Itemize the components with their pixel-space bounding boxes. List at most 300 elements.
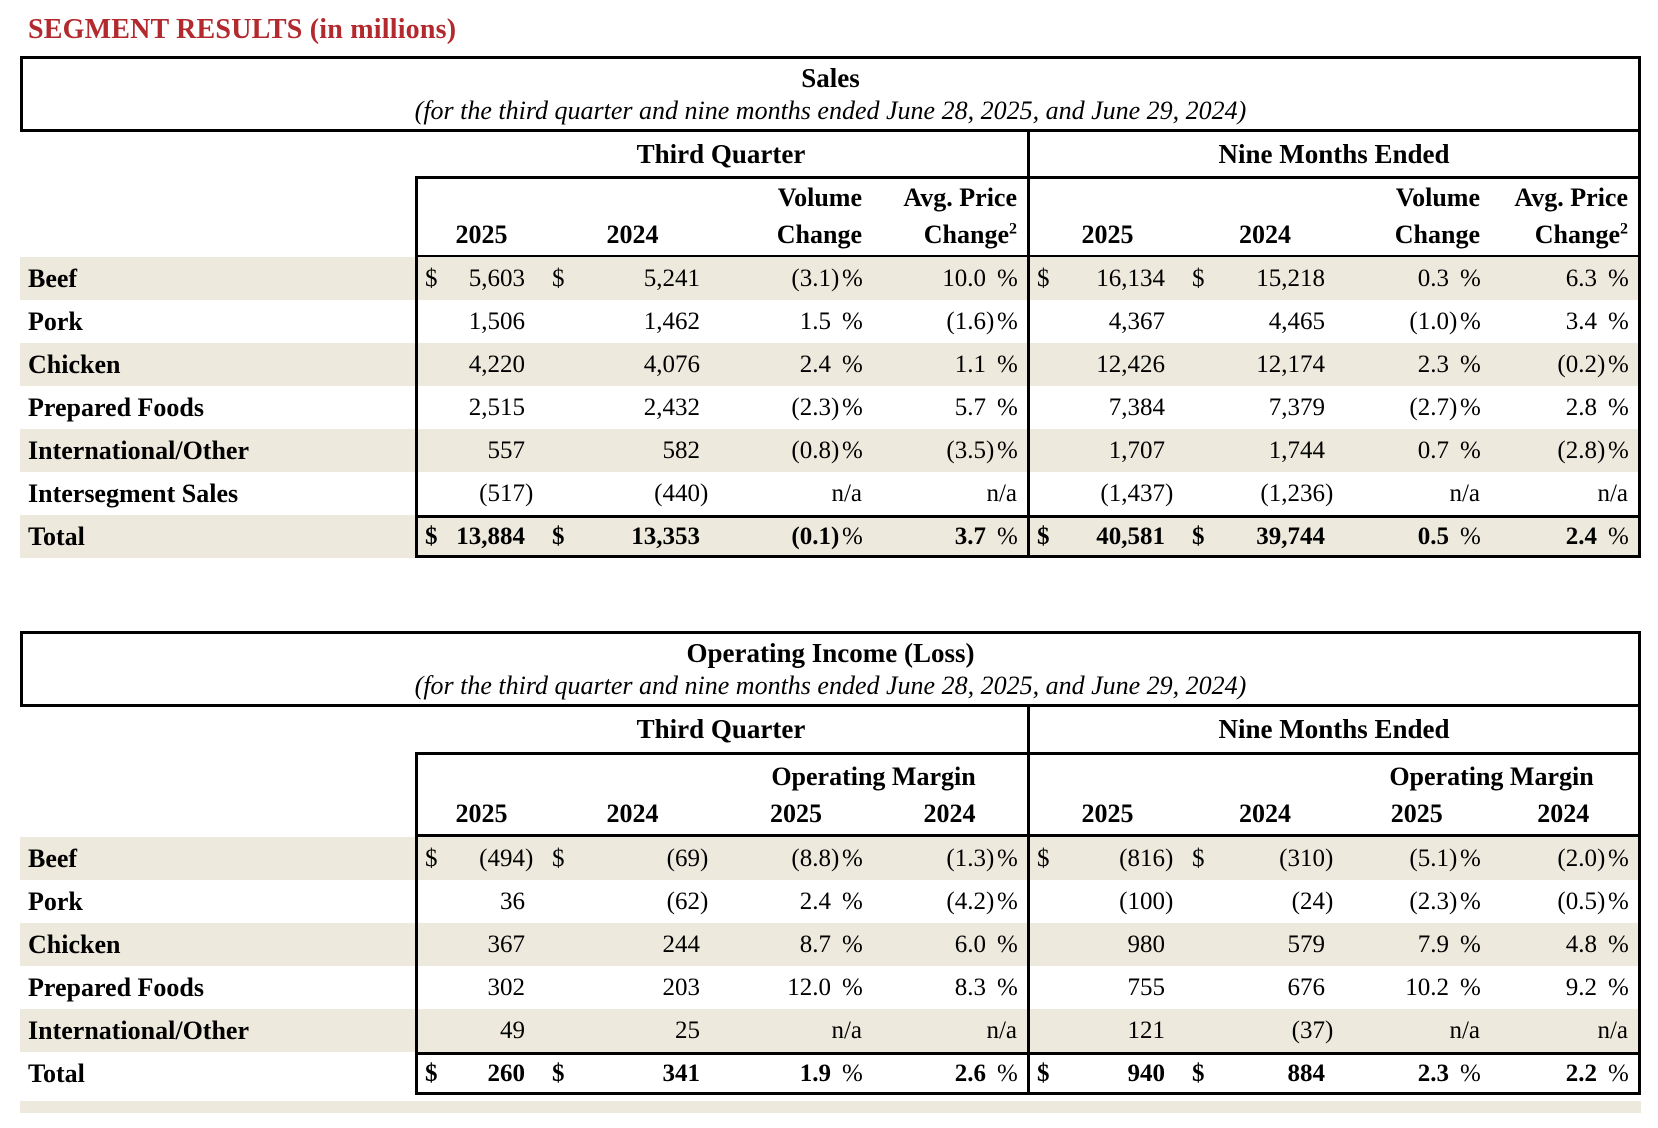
footnote-marker: 2	[1620, 220, 1628, 238]
percent-sign: %	[842, 393, 863, 421]
amount: 5,603	[468, 264, 525, 292]
nm-current-year-cell	[1027, 966, 1185, 1009]
amount: 582	[662, 436, 700, 464]
percent-sign: %	[997, 844, 1018, 872]
column-header-row	[20, 752, 1641, 837]
segment-row-beef	[20, 837, 1641, 880]
percent-sign: %	[1608, 307, 1629, 335]
percent-sign: %	[842, 350, 863, 378]
header-line: Change$^2$	[923, 220, 1017, 249]
amount: (1,236	[1260, 479, 1325, 507]
row-label-cell	[20, 880, 415, 923]
tq-prior-year-cell	[545, 472, 720, 515]
percent-value: (1.0	[1409, 307, 1449, 335]
nm-current-year-cell	[1027, 1009, 1185, 1052]
year-label: 2025	[455, 799, 508, 828]
percent-sign: %	[1460, 844, 1481, 872]
percent-value: 2.3	[1417, 350, 1449, 378]
tq-col3-cell	[720, 257, 872, 300]
row-label-cell	[20, 429, 415, 472]
paren: )	[831, 436, 840, 464]
year-label: 2024	[606, 799, 659, 828]
percent-value: 1.9	[799, 1059, 831, 1087]
tq-col4-cell	[872, 1009, 1027, 1052]
nm-col3-cell	[1345, 923, 1490, 966]
operating-income-table	[20, 631, 1641, 1095]
segment-row-chicken	[20, 923, 1641, 966]
nm-operating-margin-span	[1345, 752, 1641, 837]
amount: 676	[1287, 973, 1325, 1001]
paren: )	[700, 844, 709, 872]
paren: )	[1449, 844, 1458, 872]
avg-price-change-header	[872, 176, 1027, 258]
tq-col3-cell	[720, 472, 872, 515]
volume-change-header	[1345, 176, 1490, 258]
percent-value: 3.4	[1565, 307, 1597, 335]
paren: )	[986, 887, 995, 915]
percent-value: 10.2	[1405, 973, 1449, 1001]
paren: )	[1325, 887, 1334, 915]
paren: )	[1165, 844, 1174, 872]
amount: (24	[1291, 887, 1325, 915]
nm-current-year-cell	[1027, 300, 1185, 343]
spacer-cell	[20, 176, 415, 258]
third-quarter-header: Third Quarter	[636, 714, 806, 744]
column-header-year: 2024	[923, 799, 976, 828]
percent-value: 7.9	[1417, 930, 1449, 958]
percent-value: 2.8	[1565, 393, 1597, 421]
nm-col4-cell	[1490, 837, 1641, 880]
amount: 1,506	[468, 307, 525, 335]
nm-prior-year-cell	[1185, 343, 1345, 386]
nm-col4-cell	[1490, 966, 1641, 1009]
amount: 121	[1127, 1016, 1165, 1044]
amount: (494	[479, 844, 525, 872]
paren: )	[1325, 479, 1334, 507]
dollar-sign: $	[425, 264, 438, 292]
header-line: Change	[776, 220, 862, 249]
tq-current-year-cell	[415, 1052, 545, 1095]
not-applicable: n/a	[831, 479, 862, 507]
segment-row-prepared-foods	[20, 966, 1641, 1009]
percent-value: 2.4	[1565, 522, 1597, 550]
sales-title-box	[20, 56, 1641, 132]
amount: 4,220	[468, 350, 525, 378]
percent-value: (4.2	[946, 887, 986, 915]
tq-prior-year-cell	[545, 1052, 720, 1095]
tq-prior-year-cell	[545, 837, 720, 880]
row-label: Pork	[28, 306, 83, 336]
spacer-cell	[20, 132, 415, 176]
year-label: 2024	[1239, 220, 1291, 249]
nm-col3-cell	[1345, 257, 1490, 300]
percent-sign: %	[1608, 973, 1629, 1001]
percent-value: (3.1	[791, 264, 831, 292]
percent-sign: %	[997, 930, 1018, 958]
tq-current-year-cell	[415, 429, 545, 472]
paren: )	[1597, 887, 1606, 915]
nm-prior-year-cell	[1185, 880, 1345, 923]
percent-value: 4.8	[1565, 930, 1597, 958]
amount: 7,379	[1268, 393, 1325, 421]
amount: 341	[662, 1059, 700, 1087]
paren: )	[831, 522, 840, 550]
percent-sign: %	[842, 930, 863, 958]
segment-row-beef	[20, 257, 1641, 300]
percent-sign: %	[1460, 887, 1481, 915]
dollar-sign: $	[1037, 1059, 1050, 1087]
percent-sign: %	[842, 264, 863, 292]
percent-sign: %	[1608, 393, 1629, 421]
dollar-sign: $	[425, 522, 438, 550]
percent-sign: %	[1608, 1059, 1629, 1087]
tq-col3-cell	[720, 386, 872, 429]
column-header-year	[415, 176, 545, 258]
footnote-marker: 2	[1009, 220, 1017, 238]
tq-col4-cell	[872, 880, 1027, 923]
tq-col3-cell	[720, 880, 872, 923]
row-label-cell	[20, 837, 415, 880]
column-header-year	[1027, 176, 1185, 258]
row-label-cell	[20, 343, 415, 386]
percent-value: 6.0	[954, 930, 986, 958]
spacer-cell	[20, 752, 415, 837]
amount: 244	[662, 930, 700, 958]
column-header-year: 2025	[1390, 799, 1443, 828]
nm-col4-cell	[1490, 1009, 1641, 1052]
amount: (69	[666, 844, 700, 872]
paren: )	[1449, 307, 1458, 335]
row-label-cell	[20, 1052, 415, 1095]
percent-value: (2.8	[1557, 436, 1597, 464]
not-applicable: n/a	[831, 1016, 862, 1044]
percent-value: 9.2	[1565, 973, 1597, 1001]
nm-col3-cell	[1345, 429, 1490, 472]
percent-value: 2.2	[1565, 1059, 1597, 1087]
percent-sign: %	[842, 522, 863, 550]
volume-change-header	[720, 176, 872, 258]
nm-current-year-cell	[1027, 923, 1185, 966]
amount: 2,515	[468, 393, 525, 421]
page-title: SEGMENT RESULTS (in millions)	[28, 14, 457, 45]
column-header-row	[20, 176, 1641, 257]
amount: 49	[500, 1016, 525, 1044]
header-line: Change$^2$	[1534, 220, 1628, 249]
percent-value: (0.1	[791, 522, 831, 550]
percent-value: 3.7	[954, 522, 986, 550]
amount: (310	[1279, 844, 1325, 872]
dollar-sign: $	[1192, 1059, 1205, 1087]
percent-value: 2.6	[954, 1059, 986, 1087]
tq-col3-cell	[720, 343, 872, 386]
nm-col3-cell	[1345, 837, 1490, 880]
row-label: International/Other	[28, 435, 249, 465]
amount: 755	[1127, 973, 1165, 1001]
tq-prior-year-cell	[545, 880, 720, 923]
dollar-sign: $	[552, 522, 565, 550]
column-header-year	[1185, 176, 1345, 258]
percent-value: 6.3	[1565, 264, 1597, 292]
nm-current-year-cell	[1027, 386, 1185, 429]
not-applicable: n/a	[1449, 1016, 1480, 1044]
tq-col4-cell	[872, 343, 1027, 386]
percent-sign: %	[1460, 393, 1481, 421]
year-label: 2024	[1239, 799, 1291, 828]
tq-col4-cell	[872, 429, 1027, 472]
percent-value: 0.5	[1417, 522, 1449, 550]
nm-col4-cell	[1490, 472, 1641, 515]
paren: )	[1597, 350, 1606, 378]
row-label: Total	[28, 521, 85, 551]
paren: )	[525, 479, 534, 507]
paren: )	[831, 844, 840, 872]
amount: 13,884	[456, 522, 525, 550]
operating-income-section-header-row	[20, 707, 1641, 752]
paren: )	[1597, 844, 1606, 872]
paren: )	[1165, 887, 1174, 915]
tq-current-year-cell	[415, 1009, 545, 1052]
sales-table-subtitle: (for the third quarter and nine months ended June 28, 2025, and June 29, 2024)	[414, 96, 1247, 125]
percent-sign: %	[1608, 844, 1629, 872]
nm-prior-year-cell	[1185, 1009, 1345, 1052]
percent-sign: %	[997, 522, 1018, 550]
amount: (62	[666, 887, 700, 915]
year-label: 2024	[606, 220, 659, 249]
operating-income-table-title: Operating Income (Loss)	[686, 638, 975, 668]
row-label: Prepared Foods	[28, 972, 204, 1002]
paren: )	[1597, 436, 1606, 464]
tq-current-year-cell	[415, 257, 545, 300]
row-label-cell	[20, 515, 415, 558]
percent-value: 8.3	[954, 973, 986, 1001]
dollar-sign: $	[552, 1059, 565, 1087]
percent-value: (5.1	[1409, 844, 1449, 872]
nm-current-year-cell	[1027, 837, 1185, 880]
sales-table-title: Sales	[801, 63, 860, 93]
amount: 203	[662, 973, 700, 1001]
segment-row-intersegment-sales	[20, 472, 1641, 515]
nm-col4-cell	[1490, 515, 1641, 558]
percent-value: (3.5	[946, 436, 986, 464]
percent-sign: %	[1608, 264, 1629, 292]
amount: 12,174	[1256, 350, 1325, 378]
row-label-cell	[20, 923, 415, 966]
amount: 1,462	[643, 307, 700, 335]
dollar-sign: $	[1037, 522, 1050, 550]
tq-col3-cell	[720, 923, 872, 966]
nm-col3-cell	[1345, 1052, 1490, 1095]
margin-years-row	[1345, 795, 1638, 832]
percent-sign: %	[842, 887, 863, 915]
row-label: Beef	[28, 843, 78, 873]
amount: 980	[1127, 930, 1165, 958]
paren: )	[831, 393, 840, 421]
percent-sign: %	[842, 1059, 863, 1087]
nm-prior-year-cell	[1185, 837, 1345, 880]
percent-sign: %	[1608, 522, 1629, 550]
tq-col4-cell	[872, 515, 1027, 558]
sales-table	[20, 56, 1641, 558]
paren: )	[986, 844, 995, 872]
nine-months-header: Nine Months Ended	[1027, 132, 1641, 176]
tq-col4-cell	[872, 923, 1027, 966]
percent-value: (0.2	[1557, 350, 1597, 378]
segment-row-prepared-foods	[20, 386, 1641, 429]
not-applicable: n/a	[986, 1016, 1017, 1044]
tq-col4-cell	[872, 257, 1027, 300]
tq-prior-year-cell	[545, 386, 720, 429]
segment-row-pork	[20, 300, 1641, 343]
nm-current-year-cell	[1027, 472, 1185, 515]
segment-row-international-other	[20, 1009, 1641, 1052]
percent-value: 2.4	[799, 350, 831, 378]
amount: 940	[1127, 1059, 1165, 1087]
percent-sign: %	[997, 436, 1018, 464]
tq-current-year-cell	[415, 837, 545, 880]
percent-value: (0.5	[1557, 887, 1597, 915]
tq-prior-year-cell	[545, 923, 720, 966]
nm-current-year-cell	[1027, 343, 1185, 386]
dollar-sign: $	[1192, 844, 1205, 872]
dollar-sign: $	[1037, 264, 1050, 292]
tq-current-year-cell	[415, 300, 545, 343]
percent-sign: %	[1460, 522, 1481, 550]
percent-sign: %	[1460, 307, 1481, 335]
percent-sign: %	[997, 264, 1018, 292]
nm-prior-year-cell	[1185, 386, 1345, 429]
dollar-sign: $	[1192, 264, 1205, 292]
total-row	[20, 515, 1641, 558]
row-label: Pork	[28, 886, 83, 916]
header-line: Volume	[1395, 183, 1480, 212]
tq-prior-year-cell	[545, 515, 720, 558]
document-body	[20, 56, 1641, 1113]
amount: 302	[487, 973, 525, 1001]
spacer-cell	[20, 707, 415, 752]
row-label-cell	[20, 386, 415, 429]
row-label: Beef	[28, 263, 78, 293]
paren: )	[831, 264, 840, 292]
percent-sign: %	[997, 1059, 1018, 1087]
tq-col4-cell	[872, 386, 1027, 429]
tq-prior-year-cell	[545, 966, 720, 1009]
percent-value: 0.7	[1417, 436, 1449, 464]
tq-col4-cell	[872, 966, 1027, 1009]
dollar-sign: $	[1037, 844, 1050, 872]
percent-sign: %	[997, 887, 1018, 915]
not-applicable: n/a	[1597, 479, 1628, 507]
partial-next-row-strip	[20, 1101, 1641, 1113]
third-quarter-header: Third Quarter	[636, 138, 806, 169]
margin-years-row	[720, 795, 1027, 832]
segment-row-international-other	[20, 429, 1641, 472]
percent-sign: %	[997, 973, 1018, 1001]
nm-prior-year-cell	[1185, 300, 1345, 343]
tq-col4-cell	[872, 1052, 1027, 1095]
nm-col3-cell	[1345, 1009, 1490, 1052]
percent-sign: %	[842, 973, 863, 1001]
tq-col3-cell	[720, 300, 872, 343]
nm-current-year-cell	[1027, 1052, 1185, 1095]
nm-col3-cell	[1345, 966, 1490, 1009]
percent-sign: %	[1460, 350, 1481, 378]
amount: 12,426	[1096, 350, 1165, 378]
column-header-year: 2025	[770, 799, 822, 828]
amount: 40,581	[1096, 522, 1165, 550]
tq-prior-year-cell	[545, 343, 720, 386]
total-row	[20, 1052, 1641, 1095]
percent-sign: %	[842, 436, 863, 464]
dollar-sign: $	[552, 844, 565, 872]
operating-margin-header: Operating Margin	[1389, 762, 1594, 791]
row-label: International/Other	[28, 1015, 249, 1045]
percent-value: (0.8	[791, 436, 831, 464]
amount: 36	[500, 887, 525, 915]
percent-value: 12.0	[787, 973, 831, 1001]
paren: )	[1449, 393, 1458, 421]
amount: 13,353	[631, 522, 700, 550]
tq-prior-year-cell	[545, 1009, 720, 1052]
tq-prior-year-cell	[545, 300, 720, 343]
percent-value: (1.3	[946, 844, 986, 872]
tq-current-year-cell	[415, 515, 545, 558]
amount: 7,384	[1108, 393, 1165, 421]
paren: )	[1325, 844, 1334, 872]
nm-col4-cell	[1490, 257, 1641, 300]
nm-prior-year-cell	[1185, 257, 1345, 300]
dollar-sign: $	[425, 844, 438, 872]
nm-col4-cell	[1490, 343, 1641, 386]
row-label: Chicken	[28, 929, 121, 959]
percent-sign: %	[1608, 930, 1629, 958]
nm-current-year-cell	[1027, 515, 1185, 558]
nm-col3-cell	[1345, 880, 1490, 923]
year-label: 2025	[455, 220, 508, 249]
header-line: Volume	[777, 183, 862, 212]
tq-col3-cell	[720, 429, 872, 472]
tq-prior-year-cell	[545, 429, 720, 472]
tq-col3-cell	[720, 1052, 872, 1095]
amount: (440	[654, 479, 700, 507]
column-header-year: 2024	[1537, 799, 1590, 828]
percent-value: 5.7	[954, 393, 986, 421]
amount: (816	[1119, 844, 1165, 872]
paren: )	[700, 479, 709, 507]
amount: 579	[1287, 930, 1325, 958]
row-label: Prepared Foods	[28, 392, 204, 422]
tq-col3-cell	[720, 515, 872, 558]
segment-row-chicken	[20, 343, 1641, 386]
nm-col4-cell	[1490, 429, 1641, 472]
tq-col3-cell	[720, 966, 872, 1009]
column-header-year	[545, 752, 720, 837]
percent-value: (1.6	[946, 307, 986, 335]
percent-sign: %	[1460, 436, 1481, 464]
amount: 25	[675, 1016, 700, 1044]
nm-prior-year-cell	[1185, 472, 1345, 515]
paren: )	[986, 436, 995, 464]
amount: 15,218	[1256, 264, 1325, 292]
percent-sign: %	[842, 307, 863, 335]
percent-value: 1.1	[954, 350, 986, 378]
percent-sign: %	[842, 844, 863, 872]
amount: 16,134	[1096, 264, 1165, 292]
nm-prior-year-cell	[1185, 923, 1345, 966]
row-label: Intersegment Sales	[28, 478, 239, 508]
percent-sign: %	[1608, 887, 1629, 915]
sales-section-header-row	[20, 132, 1641, 176]
column-header-year	[1027, 752, 1185, 837]
